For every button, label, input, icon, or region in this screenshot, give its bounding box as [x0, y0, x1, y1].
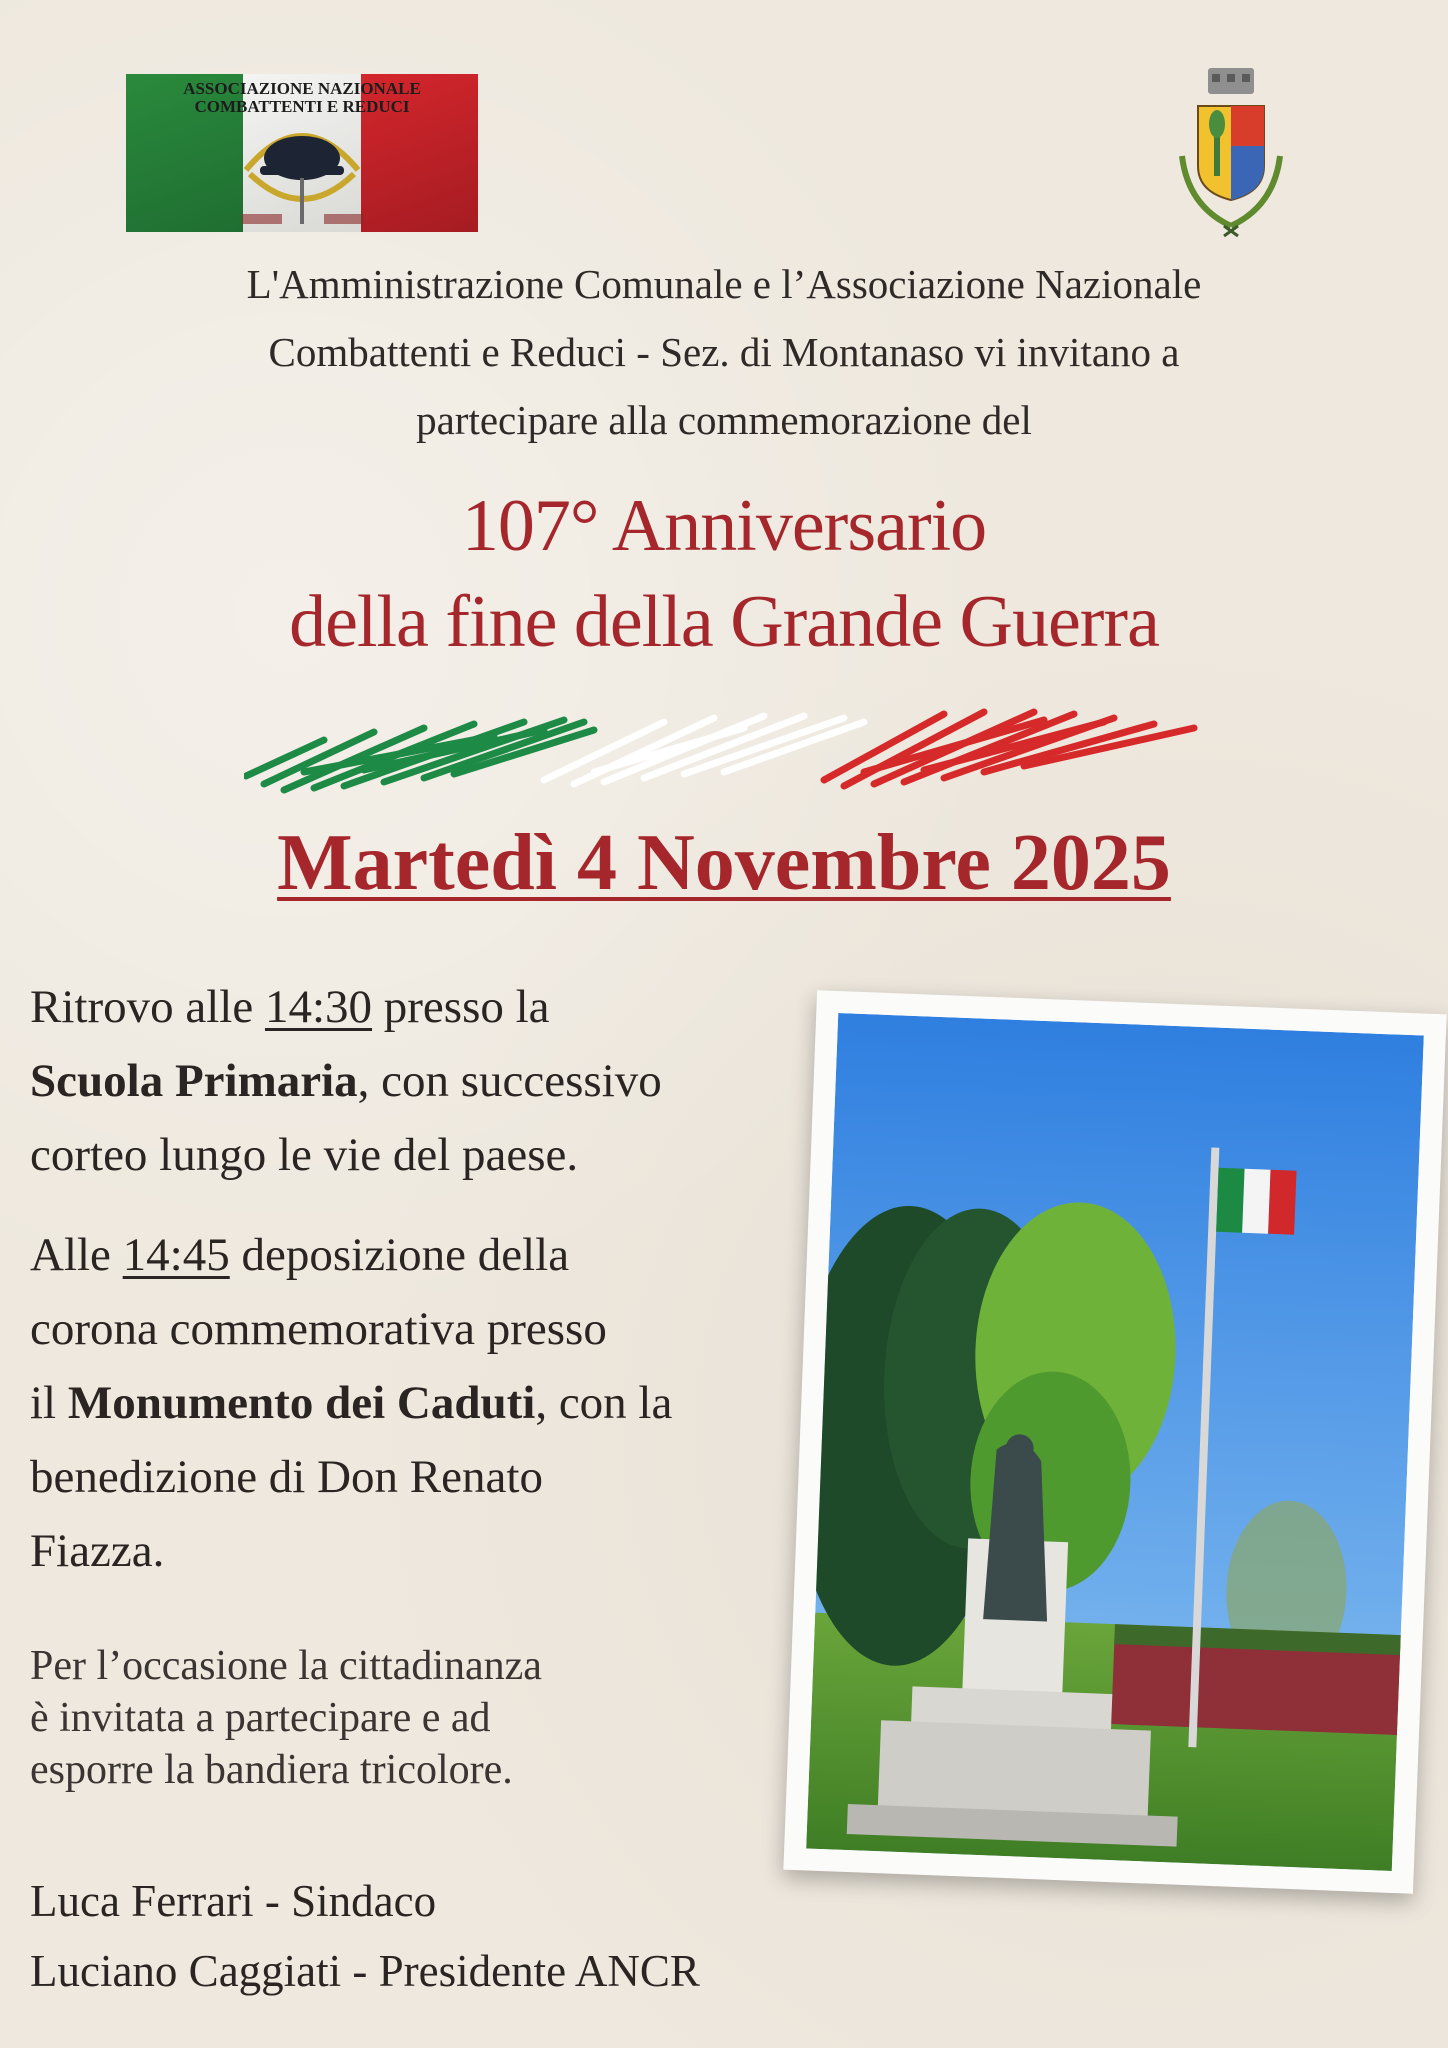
event-title [60, 478, 1388, 670]
p3-line3: esporre la bandiera tricolore. [30, 1747, 513, 1793]
tricolore-brush-stroke [244, 700, 1204, 800]
ceremony-time: 14:45 [122, 1229, 230, 1281]
p2-text-c: corona commemorativa presso [30, 1303, 607, 1355]
intro-text [60, 250, 1388, 454]
war-memorial-photo [806, 1013, 1424, 1871]
intro-line3: partecipare alla commemorazione del [416, 397, 1032, 443]
signatures [30, 1866, 700, 2006]
p2-text-b: deposizione della [229, 1229, 570, 1281]
ceremony-paragraph [30, 1218, 820, 1588]
p1-text-a: Ritrovo alle [30, 981, 265, 1033]
title-line2: della fine della Grande Guerra [289, 581, 1159, 663]
p2-text-e: , con la [535, 1377, 673, 1429]
municipal-crest-icon [1172, 66, 1290, 238]
ancr-logo-line1: ASSOCIAZIONE NAZIONALE [183, 79, 421, 98]
p1-text-b: presso la [372, 981, 550, 1033]
ancr-logo-line2: COMBATTENTI E REDUCI [194, 97, 410, 116]
p2-text-g: Fiazza. [30, 1525, 165, 1577]
p1-text-d: corteo lungo le vie del paese. [30, 1129, 579, 1181]
title-line1: 107° Anniversario [461, 485, 987, 567]
memorial-photo-frame [783, 990, 1446, 1894]
event-date: Martedì 4 Novembre 2025 [277, 819, 1171, 907]
p3-line2: è invitata a partecipare e ad [30, 1695, 491, 1741]
ancr-logo [126, 74, 478, 232]
p2-text-f: benedizione di Don Renato [30, 1451, 543, 1503]
meeting-place: Scuola Primaria [30, 1055, 358, 1107]
meeting-time: 14:30 [264, 981, 373, 1033]
meeting-paragraph [30, 970, 820, 1192]
p3-line1: Per l’occasione la cittadinanza [30, 1643, 542, 1689]
p2-text-d: il [30, 1377, 68, 1429]
p2-text-a: Alle [30, 1229, 123, 1281]
invitation-paragraph [30, 1640, 730, 1796]
helmet-emblem-icon [126, 74, 478, 232]
intro-line2: Combattenti e Reduci - Sez. di Montanaso vi invitano a [268, 329, 1180, 375]
ceremony-place: Monumento dei Caduti [67, 1377, 536, 1429]
signature-president: Luciano Caggiati - Presidente ANCR [30, 1946, 700, 1996]
intro-line1: L'Amministrazione Comunale e l’Associazione Nazionale [246, 261, 1202, 307]
signature-mayor: Luca Ferrari - Sindaco [30, 1876, 437, 1926]
p1-text-c: , con successivo [357, 1055, 662, 1107]
